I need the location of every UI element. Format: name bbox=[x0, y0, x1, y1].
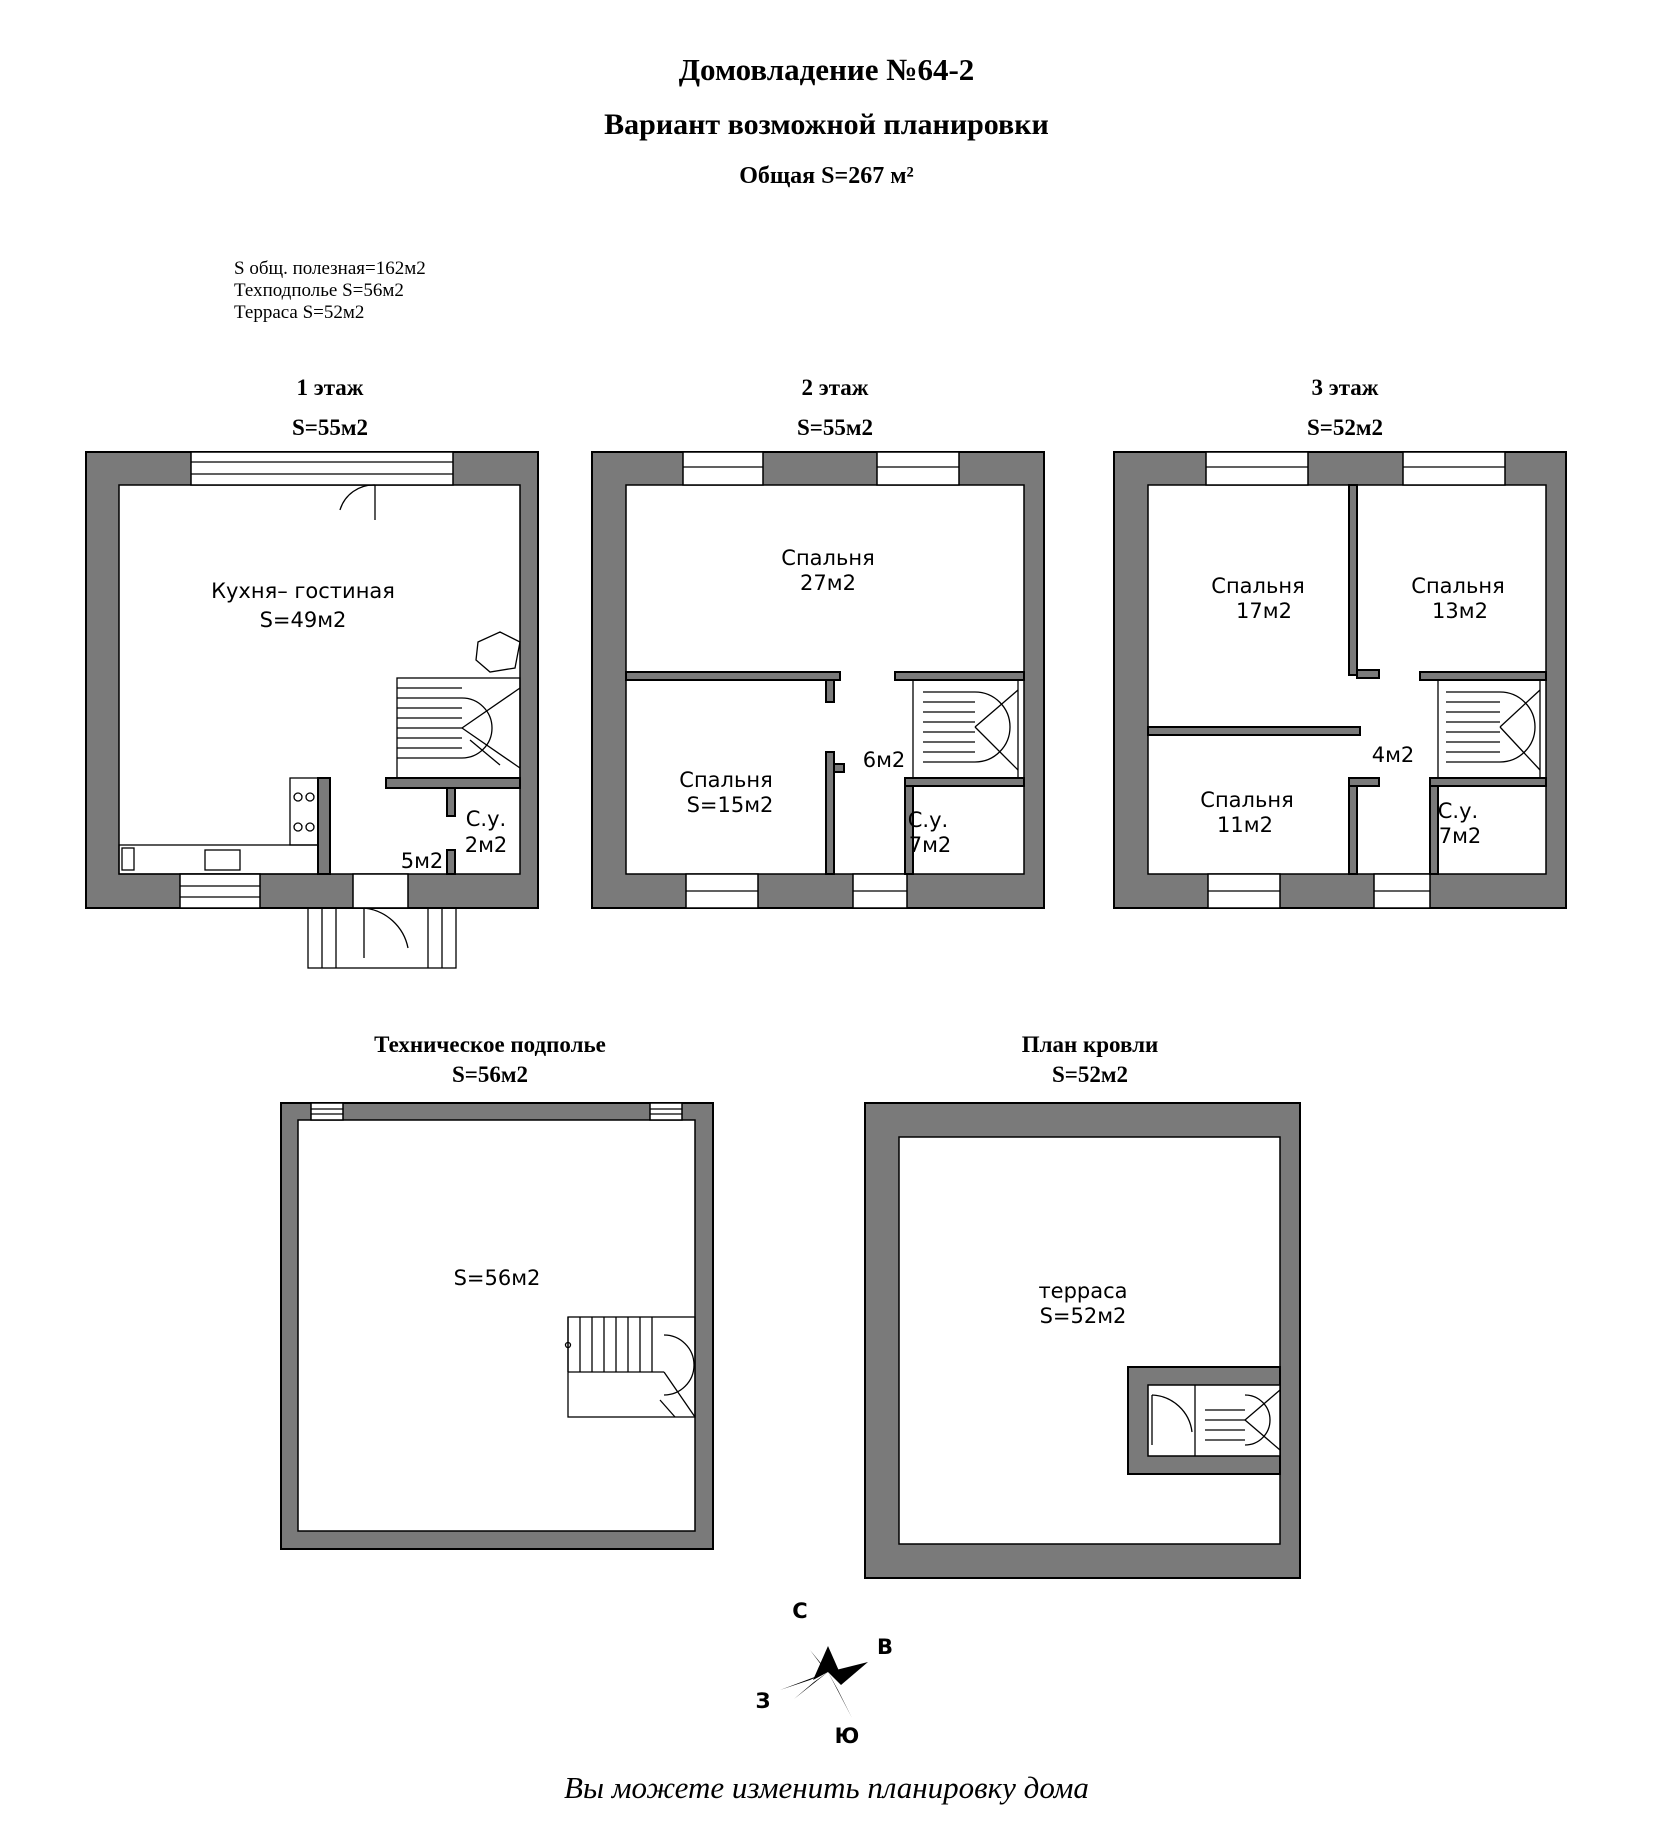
floor2-room-wc-area: 7м2 bbox=[908, 833, 952, 857]
floor1-room-hall-area: 5м2 bbox=[400, 849, 444, 873]
basement-plan bbox=[281, 1103, 713, 1549]
floor2-wall-hall bbox=[826, 752, 834, 874]
floor3-window-top-right bbox=[1403, 452, 1505, 485]
floor3-window-top-left bbox=[1206, 452, 1308, 485]
floor1-stair-wall bbox=[386, 778, 520, 788]
footer-note: Вы можете изменить планировку дома bbox=[564, 1770, 1089, 1805]
roof-terrace-area: S=52м2 bbox=[1039, 1304, 1127, 1328]
compass-north: С bbox=[792, 1599, 808, 1623]
floor2-room-bed2-name: Спальня bbox=[679, 768, 773, 792]
floor3-room-bed3-name: Спальня bbox=[1200, 788, 1294, 812]
floor2-title: 2 этаж bbox=[801, 375, 869, 400]
floor3-room-bed3-area: 11м2 bbox=[1217, 813, 1273, 837]
floor3-room-bed1-area: 17м2 bbox=[1236, 599, 1292, 623]
floor3-wall-stub-a bbox=[1357, 670, 1379, 678]
floor3-title: 3 этаж bbox=[1311, 375, 1379, 400]
floor3-area: S=52м2 bbox=[1306, 415, 1384, 440]
floor3-wall-stair-bottom bbox=[1430, 778, 1546, 786]
floor3-room-bed1-name: Спальня bbox=[1211, 574, 1305, 598]
floor2-window-top-right bbox=[877, 452, 959, 485]
floor2-plan bbox=[592, 452, 1044, 908]
floor2-room-bed2-area: S=15м2 bbox=[686, 793, 774, 817]
total-area: Общая S=267 м² bbox=[739, 163, 914, 189]
basement-vent-left bbox=[311, 1103, 343, 1120]
roof-area: S=52м2 bbox=[1051, 1062, 1129, 1087]
basement-title: Техническое подполье bbox=[374, 1032, 606, 1057]
floor1-kitchen-wall bbox=[318, 778, 330, 874]
floor2-wall-stair-top bbox=[895, 672, 1024, 680]
page-title: Домовладение №64-2 bbox=[678, 52, 975, 87]
compass-west: З bbox=[755, 1689, 771, 1713]
floor1-window-top bbox=[191, 452, 453, 485]
floor2-wall-bedroom bbox=[626, 672, 840, 680]
floor2-wall-stub-b bbox=[834, 764, 844, 772]
basement-interior bbox=[298, 1120, 695, 1531]
floor1-window-bottom bbox=[180, 874, 260, 908]
floor1-entrance-door bbox=[364, 908, 408, 958]
floor3-wall-bedrooms bbox=[1349, 485, 1357, 675]
summary-terrace: Терраса S=52м2 bbox=[234, 302, 365, 323]
floor2-room-bed1-area: 27м2 bbox=[800, 571, 856, 595]
floor1-wc-wall-a bbox=[447, 788, 455, 816]
floor1-area: S=55м2 bbox=[291, 415, 369, 440]
floor3-room-bed2-name: Спальня bbox=[1411, 574, 1505, 598]
summary-basement: Техподполье S=56м2 bbox=[234, 280, 404, 301]
compass-rose bbox=[756, 1599, 893, 1748]
floor2-wall-stair-bottom bbox=[905, 778, 1024, 786]
floor1-room-kitchen-area: S=49м2 bbox=[259, 608, 347, 632]
floor1-wc-wall-b bbox=[447, 850, 455, 874]
floor2-window-top-left bbox=[683, 452, 763, 485]
floor3-room-bed2-area: 13м2 bbox=[1432, 599, 1488, 623]
floor1-room-wc-area: 2м2 bbox=[464, 833, 508, 857]
basement-vent-right bbox=[650, 1103, 682, 1120]
floor1-porch bbox=[308, 908, 456, 968]
floor3-room-wc-area: 7м2 bbox=[1438, 824, 1482, 848]
floor1-room-kitchen-name: Кухня– гостиная bbox=[211, 579, 395, 603]
floor3-wall-stair-top bbox=[1420, 672, 1546, 680]
floor2-wall-stub-a bbox=[826, 680, 834, 702]
summary-useful: S общ. полезная=162м2 bbox=[234, 258, 426, 279]
floor1-plan bbox=[86, 452, 538, 968]
floor2-area: S=55м2 bbox=[796, 415, 874, 440]
compass-east: В bbox=[876, 1635, 894, 1659]
roof-terrace-name: терраса bbox=[1038, 1279, 1128, 1303]
roof-plan bbox=[865, 1103, 1300, 1578]
compass-south: Ю bbox=[834, 1724, 860, 1748]
floor2-room-wc-name: С.у. bbox=[907, 808, 949, 832]
basement-area: S=56м2 bbox=[451, 1062, 529, 1087]
floor3-wall-bed3 bbox=[1148, 727, 1360, 735]
floor2-room-bed1-name: Спальня bbox=[781, 546, 875, 570]
floor1-room-wc-name: С.у. bbox=[465, 807, 507, 831]
floor1-title: 1 этаж bbox=[296, 375, 364, 400]
floor3-wall-stub-b bbox=[1349, 778, 1379, 786]
floor3-room-hall-area: 4м2 bbox=[1371, 743, 1415, 767]
floor3-plan bbox=[1114, 452, 1566, 908]
roof-interior bbox=[899, 1137, 1280, 1544]
floor1-entrance bbox=[353, 874, 408, 908]
page-subtitle: Вариант возможной планировки bbox=[604, 108, 1049, 141]
roof-title: План кровли bbox=[1021, 1032, 1159, 1057]
basement-room-area: S=56м2 bbox=[453, 1266, 541, 1290]
floor2-room-hall-area: 6м2 bbox=[862, 748, 906, 772]
floor3-room-wc-name: С.у. bbox=[1437, 799, 1479, 823]
floor3-wall-hall bbox=[1349, 786, 1357, 874]
